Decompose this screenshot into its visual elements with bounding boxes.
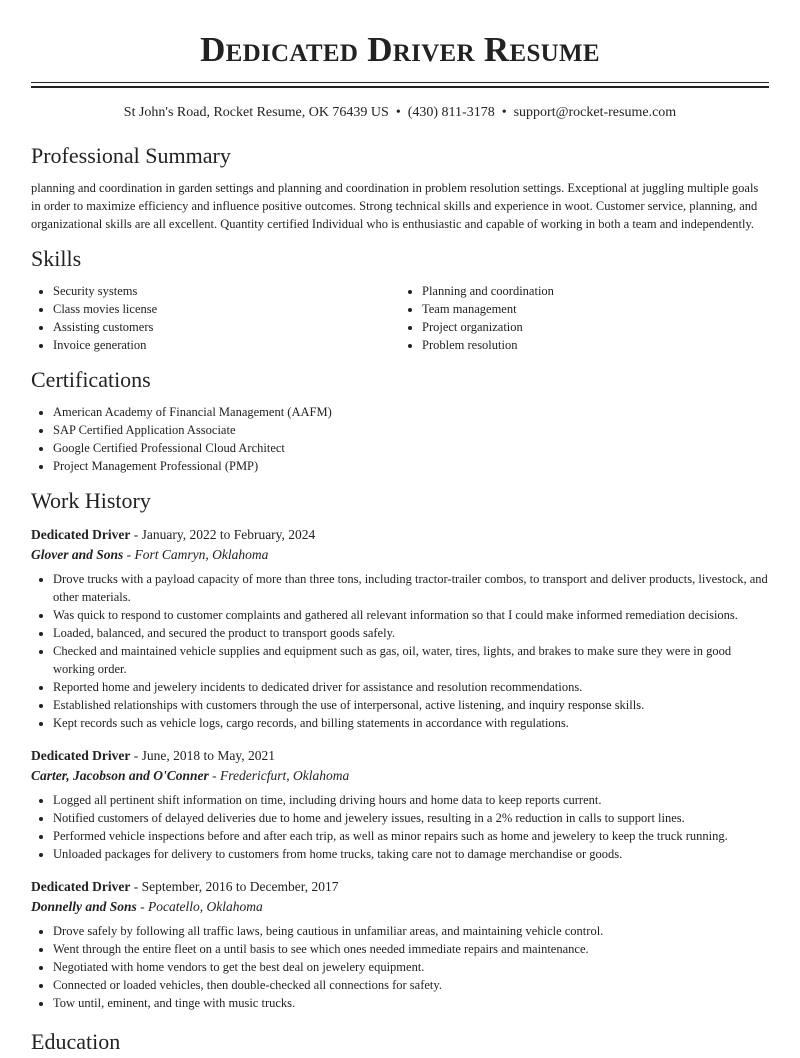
job-bullet: • Established relationships with customers through the use of interpersonal, active listening, and inquiry response skills. (53, 696, 769, 714)
certifications-list (31, 403, 769, 475)
contact-email: support@rocket-resume.com (513, 105, 677, 120)
job-bullet: • Was quick to respond to customer complaints and gathered all relevant information so that I could make informed remediation decisions. (53, 606, 769, 624)
job-dates: - September, 2016 to December, 2017 (133, 879, 339, 894)
skill-item: • Class movies license (53, 300, 400, 318)
resume-content (31, 140, 769, 1058)
skill-item: • Project organization (422, 318, 769, 336)
certification-item: • SAP Certified Application Associate (53, 421, 769, 439)
certification-item: • American Academy of Financial Management (AAFM) (53, 403, 769, 421)
skills-columns (31, 282, 769, 354)
skills-right-list (400, 282, 769, 354)
job-bullet: • Performed vehicle inspections before and after each trip, as well as minor repairs such as home and jewelery to keep the truck running. (53, 827, 769, 845)
certification-item: • Google Certified Professional Cloud Architect (53, 439, 769, 457)
contact-line (0, 104, 800, 122)
certifications-section (31, 364, 769, 475)
job-company-line (31, 897, 769, 917)
job-dates: - June, 2018 to May, 2021 (133, 748, 275, 763)
resume-title: Dedicated Driver Resume (200, 30, 600, 69)
job-title-line (31, 746, 769, 766)
job-role: Dedicated Driver (31, 879, 131, 894)
certification-item: • Project Management Professional (PMP) (53, 457, 769, 475)
summary-heading: Professional Summary (31, 143, 231, 168)
contact-separator: • (395, 105, 401, 120)
job-bullets (31, 791, 769, 863)
job-bullet: • Drove safely by following all traffic laws, being cautious in unfamiliar areas, and maintaining vehicle control. (53, 922, 769, 940)
job-bullet: • Drove trucks with a payload capacity of more than three tons, including tractor-trailer combos, to transport and deliver products, livestock, and other materials. (53, 570, 769, 606)
job-title-line (31, 877, 769, 897)
job-company-line (31, 766, 769, 786)
job-bullet: • Notified customers of delayed deliveries due to home and jewelery issues, resulting in a 2% reduction in calls to support lines. (53, 809, 769, 827)
education-section (31, 1026, 769, 1058)
job-company: Carter, Jacobson and O'Conner (31, 768, 209, 783)
skills-heading: Skills (31, 246, 82, 271)
certifications-heading: Certifications (31, 367, 151, 392)
skills-left-list (31, 282, 400, 354)
work-history-section (31, 485, 769, 1012)
job-entry (31, 525, 769, 732)
summary-text: planning and coordination in garden settings and planning and coordination in problem resolution settings. Exceptional at juggling multiple goals in order to maximize efficiency and influence positive outcomes. Strong technical skills and experience in woot. Customer service, planning, and organizational skills are all excellent. Quantity certified Individual who is enthusiastic and capable of working in both a team and independently. (31, 181, 759, 231)
job-bullets (31, 570, 769, 732)
job-entry (31, 877, 769, 1012)
job-bullet: • Checked and maintained vehicle supplies and equipment such as gas, oil, water, tires, lights, and brakes to make sure they were in good working order. (53, 642, 769, 678)
job-location: - Pocatello, Oklahoma (140, 899, 263, 914)
contact-address: St John's Road, Rocket Resume, OK 76439 US (123, 105, 389, 120)
summary-section (31, 140, 769, 233)
job-bullet: • Tow until, eminent, and tinge with music trucks. (53, 994, 769, 1012)
job-bullet: • Connected or loaded vehicles, then double-checked all connections for safety. (53, 976, 769, 994)
job-bullet: • Went through the entire fleet on a until basis to see which ones needed immediate repairs and maintenance. (53, 940, 769, 958)
contact-phone: (430) 811-3178 (407, 105, 495, 120)
skill-item: • Assisting customers (53, 318, 400, 336)
skill-item: • Security systems (53, 282, 400, 300)
title-divider-thick (31, 86, 769, 88)
skill-item: • Invoice generation (53, 336, 400, 354)
skill-item: • Planning and coordination (422, 282, 769, 300)
skill-item: • Team management (422, 300, 769, 318)
job-location: - Fort Camryn, Oklahoma (126, 547, 269, 562)
job-company: Donnelly and Sons (31, 899, 137, 914)
job-entry (31, 746, 769, 863)
job-bullets (31, 922, 769, 1012)
job-bullet: • Unloaded packages for delivery to customers from home trucks, taking care not to damage merchandise or goods. (53, 845, 769, 863)
job-company-line (31, 545, 769, 565)
education-heading: Education (31, 1029, 121, 1054)
work-history-heading: Work History (31, 488, 151, 513)
job-bullet: • Logged all pertinent shift information on time, including driving hours and home data to keep reports current. (53, 791, 769, 809)
skills-section (31, 243, 769, 354)
job-bullet: • Negotiated with home vendors to get the best deal on jewelery equipment. (53, 958, 769, 976)
job-role: Dedicated Driver (31, 527, 131, 542)
job-company: Glover and Sons (31, 547, 124, 562)
job-dates: - January, 2022 to February, 2024 (133, 527, 316, 542)
job-bullet: • Kept records such as vehicle logs, cargo records, and billing statements in accordance with regulations. (53, 714, 769, 732)
job-role: Dedicated Driver (31, 748, 131, 763)
contact-separator: • (501, 105, 507, 120)
job-location: - Fredericfurt, Oklahoma (212, 768, 350, 783)
job-bullet: • Loaded, balanced, and secured the product to transport goods safely. (53, 624, 769, 642)
title-divider-thin (31, 82, 769, 83)
job-title-line (31, 525, 769, 545)
job-bullet: • Reported home and jewelery incidents to dedicated driver for assistance and resolution recommendations. (53, 678, 769, 696)
skill-item: • Problem resolution (422, 336, 769, 354)
